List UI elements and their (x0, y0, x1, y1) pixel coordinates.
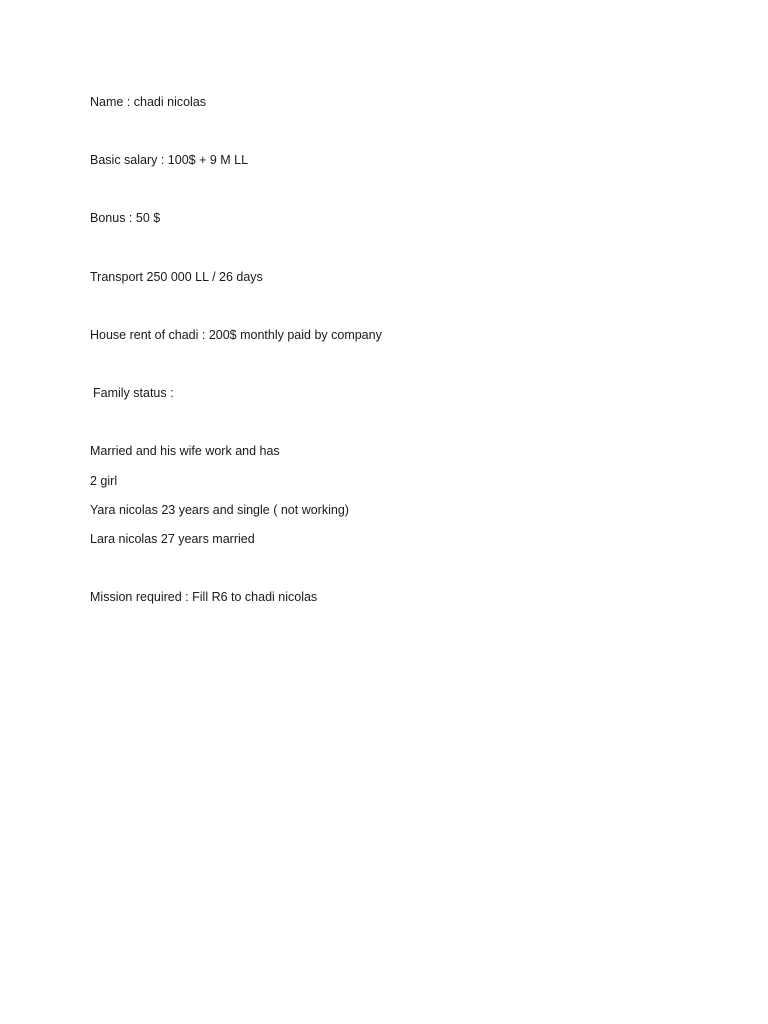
name-line: Name : chadi nicolas (90, 95, 207, 109)
family-detail-line: Yara nicolas 23 years and single ( not working) (90, 503, 349, 517)
transport-line: Transport 250 000 LL / 26 days (90, 270, 263, 284)
bonus-line: Bonus : 50 $ (90, 211, 161, 225)
family-status-heading: Family status : (93, 386, 174, 400)
house-rent-line: House rent of chadi : 200$ monthly paid by company (90, 328, 382, 342)
family-detail-line: Married and his wife work and has (90, 444, 280, 458)
family-detail-line: 2 girl (90, 474, 118, 488)
mission-line: Mission required : Fill R6 to chadi nicolas (90, 590, 318, 604)
family-detail-line: Lara nicolas 27 years married (90, 532, 255, 546)
basic-salary-line: Basic salary : 100$ + 9 M LL (90, 153, 249, 167)
